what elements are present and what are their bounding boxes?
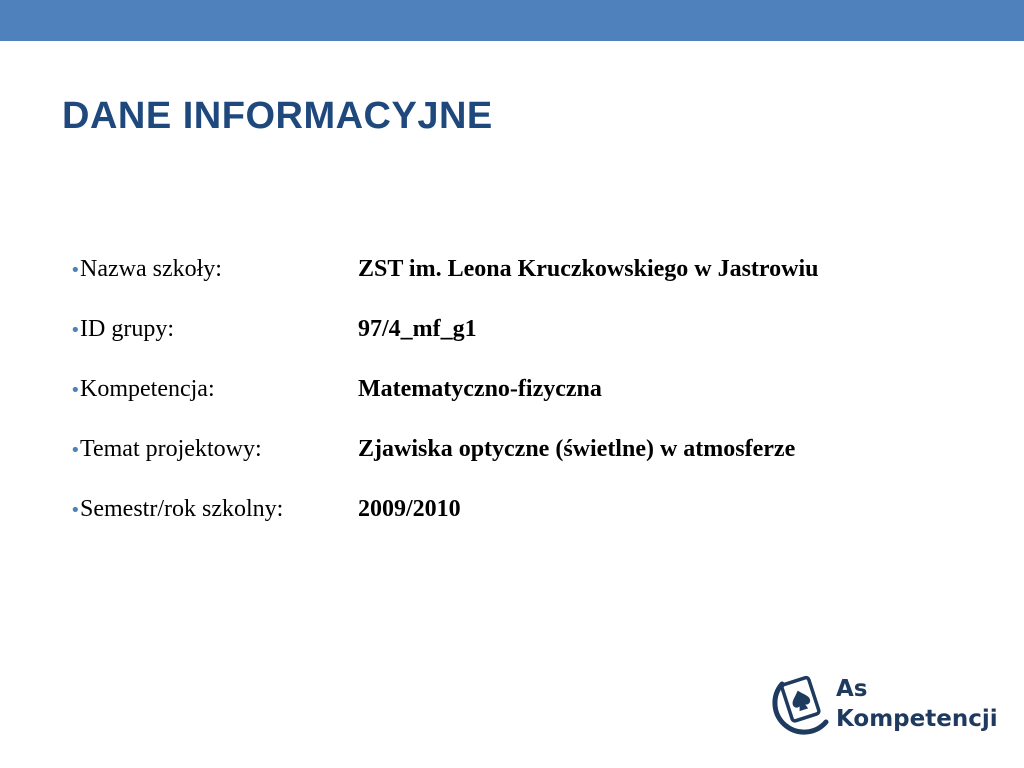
info-label: Nazwa szkoły:: [80, 256, 222, 282]
info-list: [70, 249, 819, 549]
logo-text-as: As: [836, 676, 868, 702]
info-row-project-topic: [70, 429, 819, 489]
spade-card-icon: [768, 670, 832, 742]
info-value: Zjawiska optyczne (świetlne) w atmosferze: [358, 436, 796, 462]
info-row-school-name: [70, 249, 819, 309]
info-value: 2009/2010: [358, 496, 461, 522]
logo-text-kompetencji: Kompetencji: [836, 706, 998, 732]
top-accent-bar: [0, 0, 1024, 41]
info-row-school-year: [70, 489, 819, 549]
info-row-group-id: [70, 309, 819, 369]
info-value: 97/4_mf_g1: [358, 316, 477, 342]
bullet-icon: •: [70, 380, 81, 401]
info-label: Semestr/rok szkolny:: [80, 496, 284, 522]
bullet-icon: •: [70, 440, 81, 461]
info-value: Matematyczno-fizyczna: [358, 376, 602, 402]
bullet-icon: •: [70, 260, 81, 281]
bullet-icon: •: [70, 500, 81, 521]
info-label: Temat projektowy:: [80, 436, 262, 462]
info-value: ZST im. Leona Kruczkowskiego w Jastrowiu: [358, 256, 819, 282]
info-label: Kompetencja:: [80, 376, 215, 402]
slide-title: DANE INFORMACYJNE: [62, 95, 493, 137]
as-kompetencji-logo: [768, 670, 998, 744]
info-row-competence: [70, 369, 819, 429]
bullet-icon: •: [70, 320, 81, 341]
info-label: ID grupy:: [80, 316, 174, 342]
